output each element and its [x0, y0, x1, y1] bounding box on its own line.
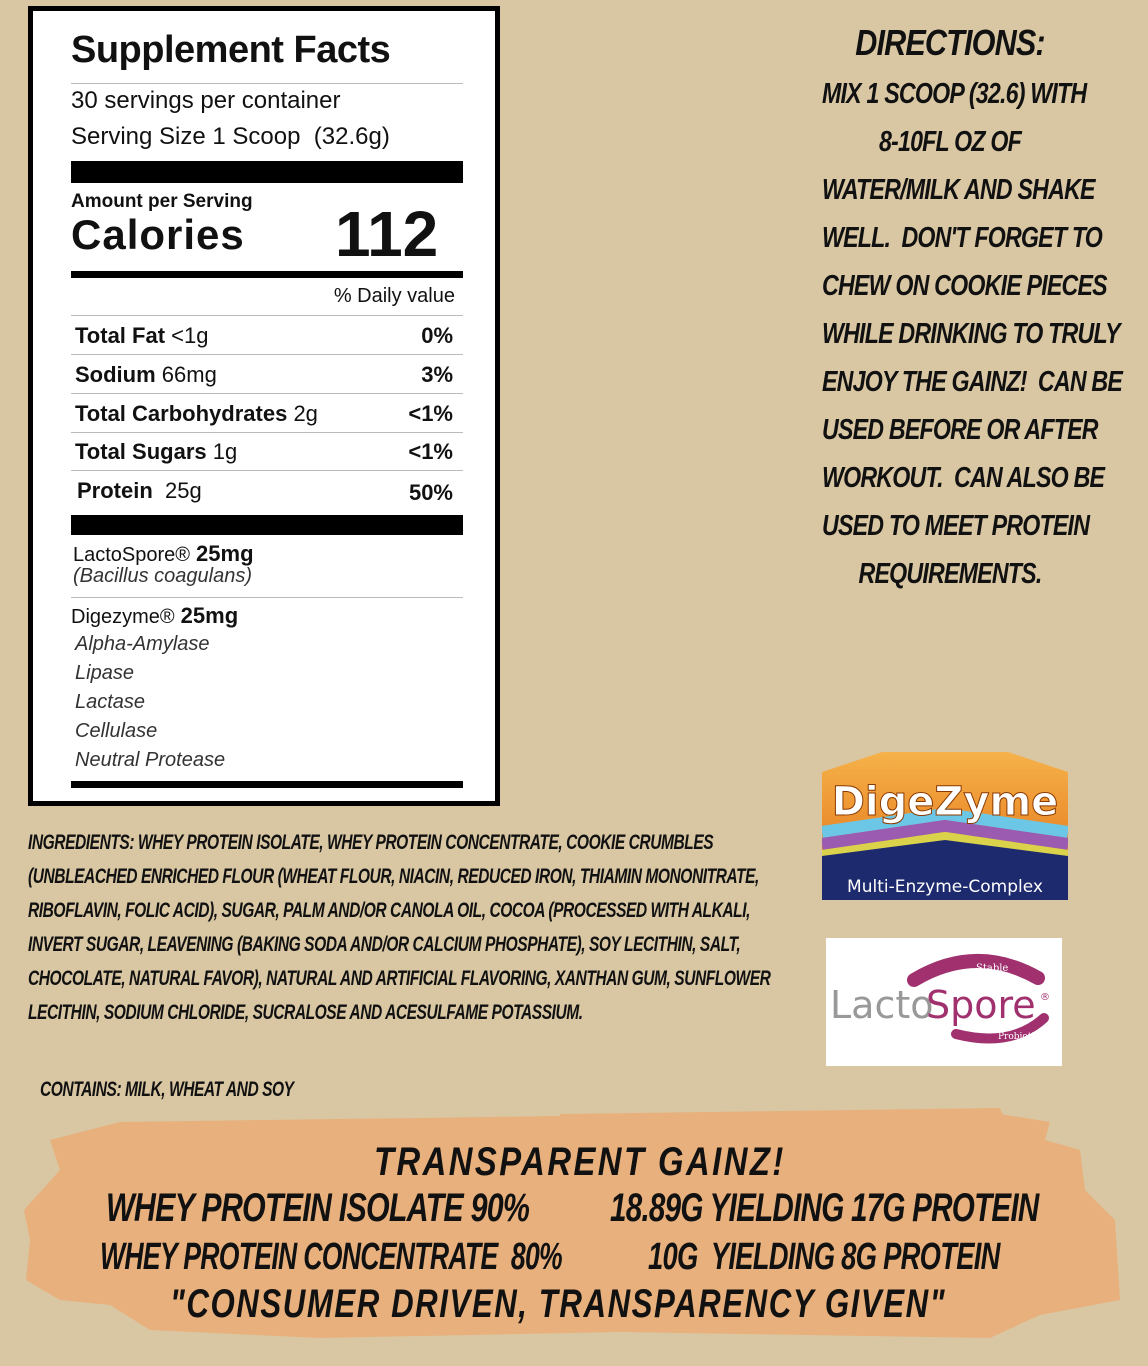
medium-divider — [71, 271, 463, 278]
serving-size-label: Serving Size — [71, 123, 206, 150]
transparency-banner — [0, 1100, 1148, 1350]
wpc-label: WHEY PROTEIN CONCENTRATE 80% — [100, 1236, 563, 1278]
ingredient-name: LactoSpore® — [73, 544, 191, 566]
nutrient-dv: <1% — [408, 439, 453, 464]
nutrient-amount: 1g — [212, 439, 238, 464]
nutrient-row-sodium — [75, 362, 217, 388]
nutrient-name: Total Fat — [75, 323, 166, 348]
divider — [71, 432, 463, 433]
divider — [71, 83, 463, 84]
serving-size — [71, 123, 390, 151]
ingredients-line: LECITHIN, SODIUM CHLORIDE, SUCRALOSE AND ACESULFAME POTASSIUM. — [28, 1001, 583, 1024]
lactospore-logo — [826, 938, 1062, 1066]
divider — [71, 597, 463, 598]
nutrient-row-protein — [77, 478, 202, 504]
lactospore-subtitle: (Bacillus coagulans) — [73, 565, 252, 587]
banner-slogan: "CONSUMER DRIVEN, TRANSPARENCY GIVEN" — [170, 1282, 947, 1326]
divider — [71, 470, 463, 471]
ingredient-name: Digezyme® — [71, 606, 175, 628]
directions-section — [790, 22, 1123, 598]
enzyme-item: Lipase — [75, 662, 134, 684]
lactospore-logo-text-a: Lacto — [830, 983, 934, 1027]
digezyme-logo — [822, 752, 1068, 900]
digezyme-logo-text: DigeZyme — [831, 779, 1059, 825]
servings-per-container: 30 servings per container — [71, 87, 341, 114]
enzyme-item: Lactase — [75, 691, 146, 713]
lactospore-logo-text-b: Spore — [926, 983, 1036, 1027]
directions-line: REQUIREMENTS. — [858, 558, 1042, 590]
lactospore-stable-text: Stable — [976, 963, 1009, 974]
directions-line: MIX 1 SCOOP (32.6) WITH — [822, 78, 1087, 110]
nutrient-amount: 2g — [293, 401, 318, 426]
ingredients-line: (UNBLEACHED ENRICHED FLOUR (WHEAT FLOUR, NIACIN, REDUCED IRON, THIAMIN MONONITRATE, — [28, 865, 759, 888]
enzyme-item: Alpha-Amylase — [75, 633, 210, 655]
wpc-value: 10G YIELDING 8G PROTEIN — [648, 1236, 1000, 1278]
digezyme-logo-subtitle: Multi-Enzyme-Complex — [847, 877, 1043, 897]
ingredient-amount: 25mg — [196, 541, 254, 566]
nutrient-row-total-sugars — [75, 439, 237, 465]
directions-line: WORKOUT. CAN ALSO BE — [822, 462, 1105, 494]
nutrient-name: Protein — [77, 478, 153, 503]
directions-line: USED BEFORE OR AFTER — [822, 414, 1098, 446]
nutrient-dv: 3% — [421, 362, 453, 387]
facts-title: Supplement Facts — [71, 29, 391, 71]
lactospore-ingredient — [73, 541, 254, 567]
calories-value: 112 — [335, 198, 439, 270]
ingredients-line: INGREDIENTS: WHEY PROTEIN ISOLATE, WHEY PROTEIN CONCENTRATE, COOKIE CRUMBLES — [28, 831, 714, 854]
allergen-statement: CONTAINS: MILK, WHEAT AND SOY — [40, 1078, 294, 1101]
directions-line: CHEW ON COOKIE PIECES — [822, 270, 1107, 302]
enzyme-item: Cellulase — [75, 720, 158, 742]
directions-title: DIRECTIONS: — [855, 22, 1045, 63]
amount-per-serving: Amount per Serving — [71, 191, 253, 212]
directions-line: USED TO MEET PROTEIN — [822, 510, 1090, 542]
banner-title: TRANSPARENT GAINZ! — [374, 1140, 786, 1184]
directions-line: WHILE DRINKING TO TRULY — [822, 318, 1120, 350]
bottom-divider — [71, 781, 463, 788]
supplement-facts-panel — [28, 6, 500, 806]
directions-line: ENJOY THE GAINZ! CAN BE — [822, 366, 1123, 398]
nutrient-dv: <1% — [408, 401, 453, 426]
thick-divider — [71, 515, 463, 535]
ingredients-line: RIBOFLAVIN, FOLIC ACID), SUGAR, PALM AND/OR CANOLA OIL, COCOA (PROCESSED WITH ALKALI, — [28, 899, 750, 922]
nutrient-name: Total Sugars — [75, 439, 207, 464]
nutrient-amount: 66mg — [161, 362, 217, 387]
calories-label: Calories — [71, 211, 245, 258]
wpi-value: 18.89G YIELDING 17G PROTEIN — [610, 1186, 1039, 1230]
ingredient-amount: 25mg — [180, 603, 239, 628]
nutrient-row-total-fat — [75, 323, 208, 349]
nutrient-name: Total Carbohydrates — [75, 401, 288, 426]
wpi-label: WHEY PROTEIN ISOLATE 90% — [106, 1186, 530, 1230]
digezyme-ingredient — [71, 603, 238, 629]
directions-line: WELL. DON'T FORGET TO — [822, 222, 1103, 254]
directions-line: WATER/MILK AND SHAKE — [822, 174, 1095, 206]
nutrient-dv: 50% — [408, 480, 453, 505]
divider — [71, 315, 463, 316]
nutrient-dv: 0% — [421, 323, 453, 348]
enzyme-item: Neutral Protease — [75, 749, 226, 771]
nutrient-amount: 25g — [165, 478, 202, 503]
registered-mark: ® — [1040, 992, 1050, 1003]
divider — [71, 354, 463, 355]
thick-divider — [71, 161, 463, 183]
daily-value-header: % Daily value — [333, 285, 455, 307]
nutrient-row-total-carbohydrates — [75, 401, 318, 427]
lactospore-probiotic-text: Probiotic — [998, 1032, 1040, 1042]
directions-line: 8-10FL OZ OF — [878, 126, 1022, 158]
nutrient-amount: <1g — [171, 323, 209, 348]
nutrient-name: Sodium — [75, 362, 156, 387]
divider — [71, 393, 463, 394]
ingredients-line: CHOCOLATE, NATURAL FAVOR), NATURAL AND ARTIFICIAL FLAVORING, XANTHAN GUM, SUNFLOWER — [28, 967, 771, 990]
serving-size-value: 1 Scoop (32.6g) — [212, 123, 390, 150]
ingredients-section — [28, 826, 808, 1030]
ingredients-line: INVERT SUGAR, LEAVENING (BAKING SODA AND/OR CALCIUM PHOSPHATE), SOY LECITHIN, SALT, — [28, 933, 741, 956]
